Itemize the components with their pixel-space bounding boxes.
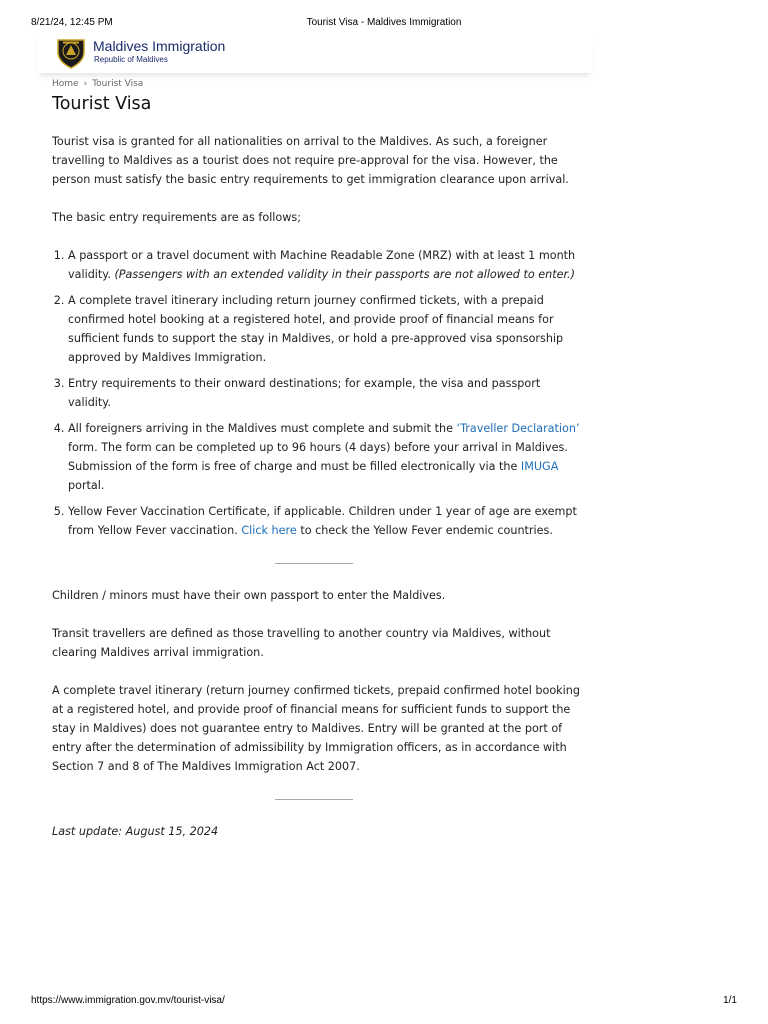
guarantee-note: A complete travel itinerary (return journey confirmed tickets, prepaid confirmed hotel booking at a registered hotel, and provide proof of financial means for sufficient funds to support the stay in Maldives) does not guarantee entry to Maldives. Entry will be granted at the port of entry after the determination of admissibility by Immigration officers, as in accordance with Section 7 and 8 of The Maldives Immigration Act 2007. — [52, 684, 580, 773]
print-doc-title: Tourist Visa - Maldives Immigration — [306, 17, 462, 28]
page-title: Tourist Visa — [52, 94, 152, 114]
brand-subtitle: Republic of Maldives — [94, 55, 168, 64]
divider — [275, 563, 353, 564]
requirement-text: Yellow Fever Vaccination Certificate, if applicable. Children under 1 year of age are exempt from Yellow Fever vaccination. — [68, 505, 577, 537]
print-header — [31, 17, 737, 31]
traveller-declaration-link[interactable]: ‘Traveller Declaration’ — [456, 422, 580, 435]
requirement-text: form. The form can be completed up to 96 hours (4 days) before your arrival in Maldives. Submission of the form is free of charge and must be filled electronically via the — [68, 441, 568, 473]
requirement-note: (Passengers with an extended validity in their passports are not allowed to enter.) — [114, 268, 575, 281]
list-item — [68, 419, 582, 495]
imuga-link[interactable]: IMUGA — [520, 460, 559, 473]
requirement-text: Entry requirements to their onward destinations; for example, the visa and passport validity. — [68, 377, 541, 409]
print-footer — [31, 995, 737, 1009]
children-note: Children / minors must have their own passport to enter the Maldives. — [52, 589, 446, 602]
intro-paragraph: Tourist visa is granted for all nationalities on arrival to the Maldives. As such, a foreigner travelling to Maldives as a tourist does not require pre-approval for the visa. However, the person must satisfy the basic entry requirements to get immigration clearance upon arrival. — [52, 135, 569, 186]
print-date: 8/21/24, 12:45 PM — [31, 17, 113, 28]
list-item — [68, 374, 582, 412]
print-page-number: 1/1 — [723, 995, 737, 1006]
list-item — [68, 291, 582, 367]
requirement-text: All foreigners arriving in the Maldives must complete and submit the — [68, 422, 457, 435]
breadcrumb-current: Tourist Visa — [92, 79, 144, 89]
requirement-text: portal. — [68, 479, 105, 492]
requirement-text: to check the Yellow Fever endemic countries. — [296, 524, 553, 537]
print-url: https://www.immigration.gov.mv/tourist-visa/ — [31, 995, 225, 1006]
breadcrumb-home-link[interactable]: Home — [52, 79, 79, 89]
site-header — [37, 33, 593, 73]
yellow-fever-link[interactable]: Click here — [241, 524, 297, 537]
breadcrumb — [52, 79, 143, 89]
brand-name[interactable]: Maldives Immigration — [93, 38, 226, 54]
article-body — [52, 132, 582, 860]
logo-icon[interactable] — [54, 35, 88, 69]
requirements-lead: The basic entry requirements are as follows; — [52, 211, 301, 224]
transit-note: Transit travellers are defined as those travelling to another country via Maldives, without clearing Maldives arrival immigration. — [52, 627, 551, 659]
requirements-list — [52, 246, 582, 540]
breadcrumb-separator: › — [83, 79, 88, 89]
list-item — [68, 246, 582, 284]
last-update: Last update: August 15, 2024 — [52, 825, 219, 838]
requirement-text: A complete travel itinerary including return journey confirmed tickets, with a prepaid confirmed hotel booking at a registered hotel, and provide proof of financial means for sufficient funds to support the stay in Maldives, or hold a pre-approved visa sponsorship approved by Maldives Immigration. — [68, 294, 564, 364]
list-item — [68, 502, 582, 540]
divider — [275, 799, 353, 800]
requirement-text: A passport or a travel document with Machine Readable Zone (MRZ) with at least 1 month validity. — [68, 249, 576, 281]
